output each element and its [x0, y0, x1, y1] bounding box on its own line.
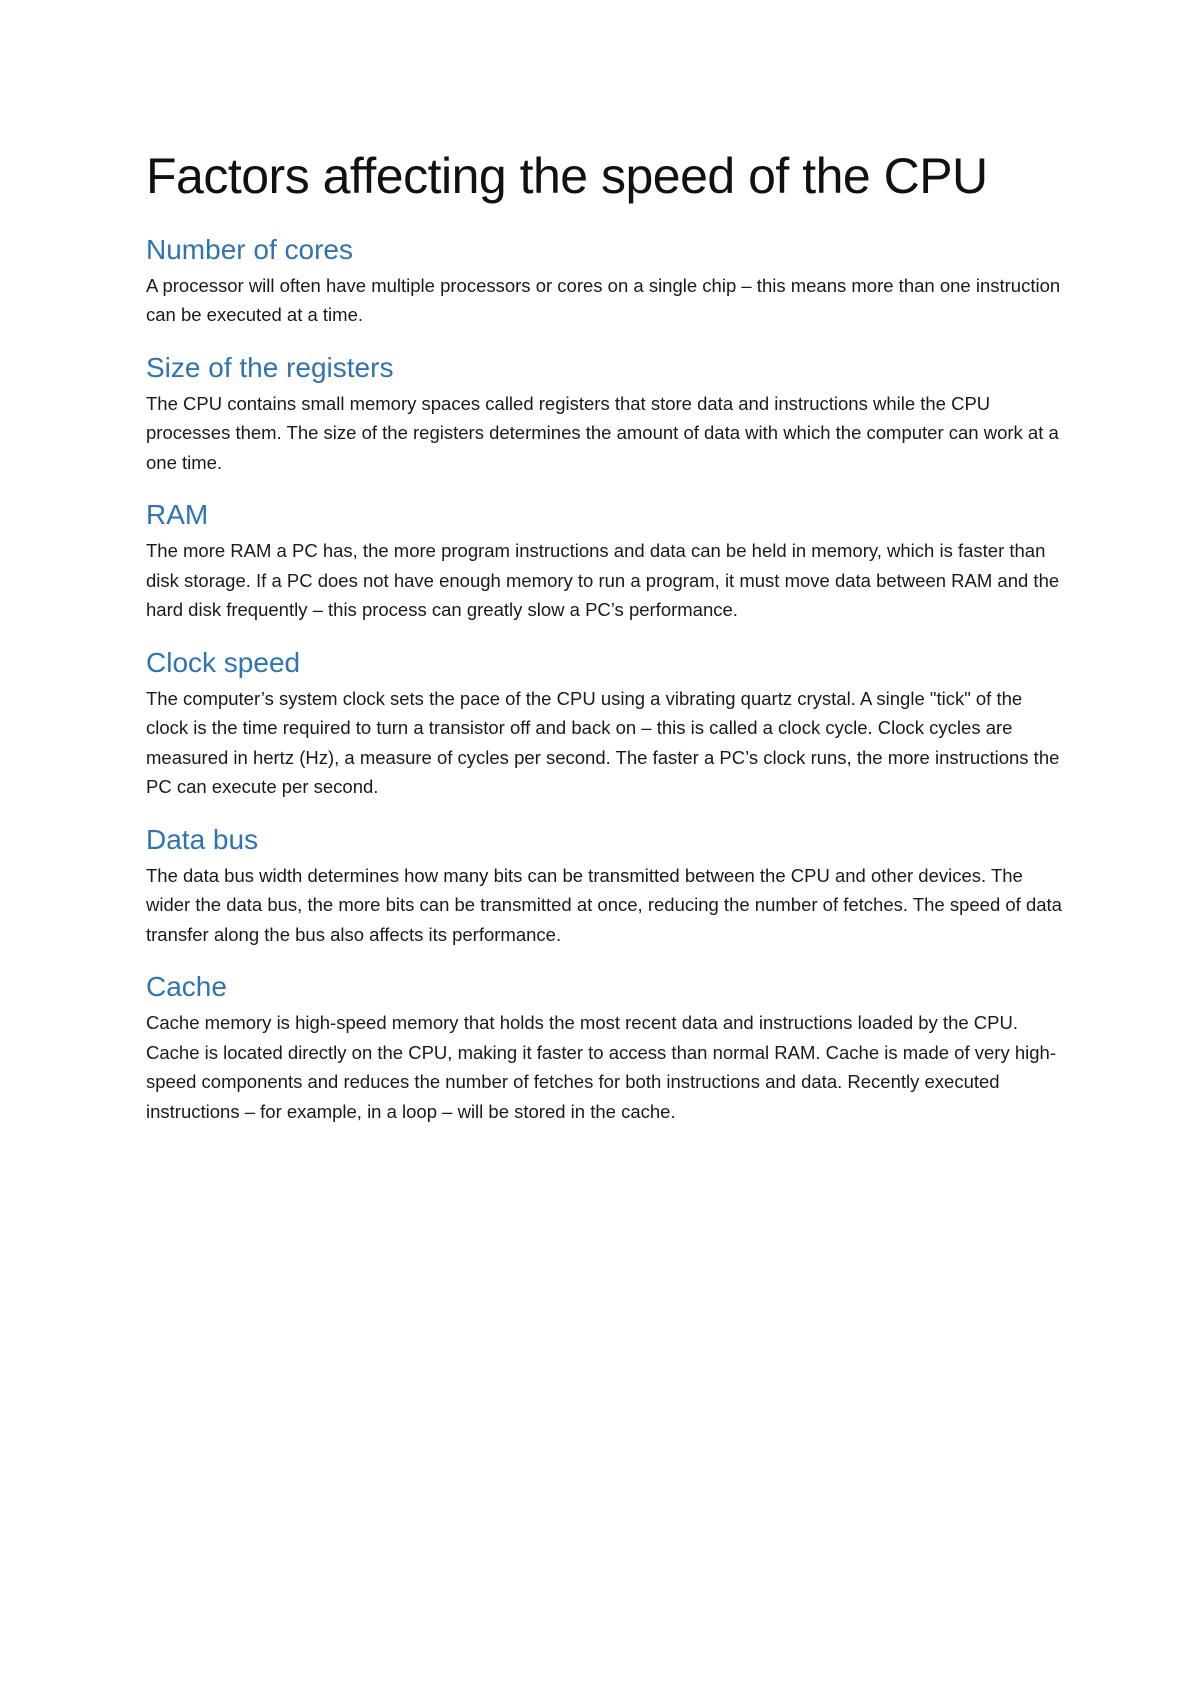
- document-page: [146, 148, 1066, 1146]
- section-body: The more RAM a PC has, the more program instructions and data can be held in memory, which is faster than disk storage. If a PC does not have enough memory to run a program, it must move data between RAM and the hard disk frequently – this process can greatly slow a PC’s performance.: [146, 540, 1060, 620]
- section-number-of-cores: [146, 232, 1066, 330]
- section-body: Cache memory is high-speed memory that holds the most recent data and instructions loaded by the CPU. Cache is located directly on the CPU, making it faster to access than normal RAM. Cache is made of very high-speed components and reduces the number of fetches for both instructions and data. Recently executed instructions – for example, in a loop – will be stored in the cache.: [146, 1012, 1056, 1122]
- section-body: The CPU contains small memory spaces called registers that store data and instructions while the CPU processes them. The size of the registers determines the amount of data with which the computer can work at a one time.: [146, 392, 1059, 473]
- section-size-of-registers: [146, 350, 1066, 478]
- document-title: Factors affecting the speed of the CPU: [146, 148, 988, 204]
- section-heading: Data bus: [146, 823, 259, 855]
- section-heading: RAM: [146, 499, 209, 530]
- section-heading: Cache: [146, 971, 227, 1002]
- section-data-bus: [146, 822, 1066, 950]
- section-heading: Size of the registers: [146, 351, 394, 383]
- section-body: The data bus width determines how many bits can be transmitted between the CPU and other devices. The wider the data bus, the more bits can be transmitted at once, reducing the number of fetches. The speed of data transfer along the bus also affects its performance.: [146, 864, 1062, 945]
- section-heading: Clock speed: [146, 646, 301, 678]
- section-body: A processor will often have multiple processors or cores on a single chip – this means more than one instruction can be executed at a time.: [146, 274, 1061, 325]
- section-cache: [146, 969, 1066, 1126]
- section-ram: [146, 497, 1066, 625]
- section-clock-speed: [146, 645, 1066, 802]
- section-heading: Number of cores: [146, 233, 353, 265]
- section-body: The computer’s system clock sets the pace of the CPU using a vibrating quartz crystal. A single "tick" of the clock is the time required to turn a transistor off and back on – this is called a clock cycle. Clock cycles are measured in hertz (Hz), a measure of cycles per second. The faster a PC’s clock runs, the more instructions the PC can execute per second.: [146, 687, 1060, 797]
